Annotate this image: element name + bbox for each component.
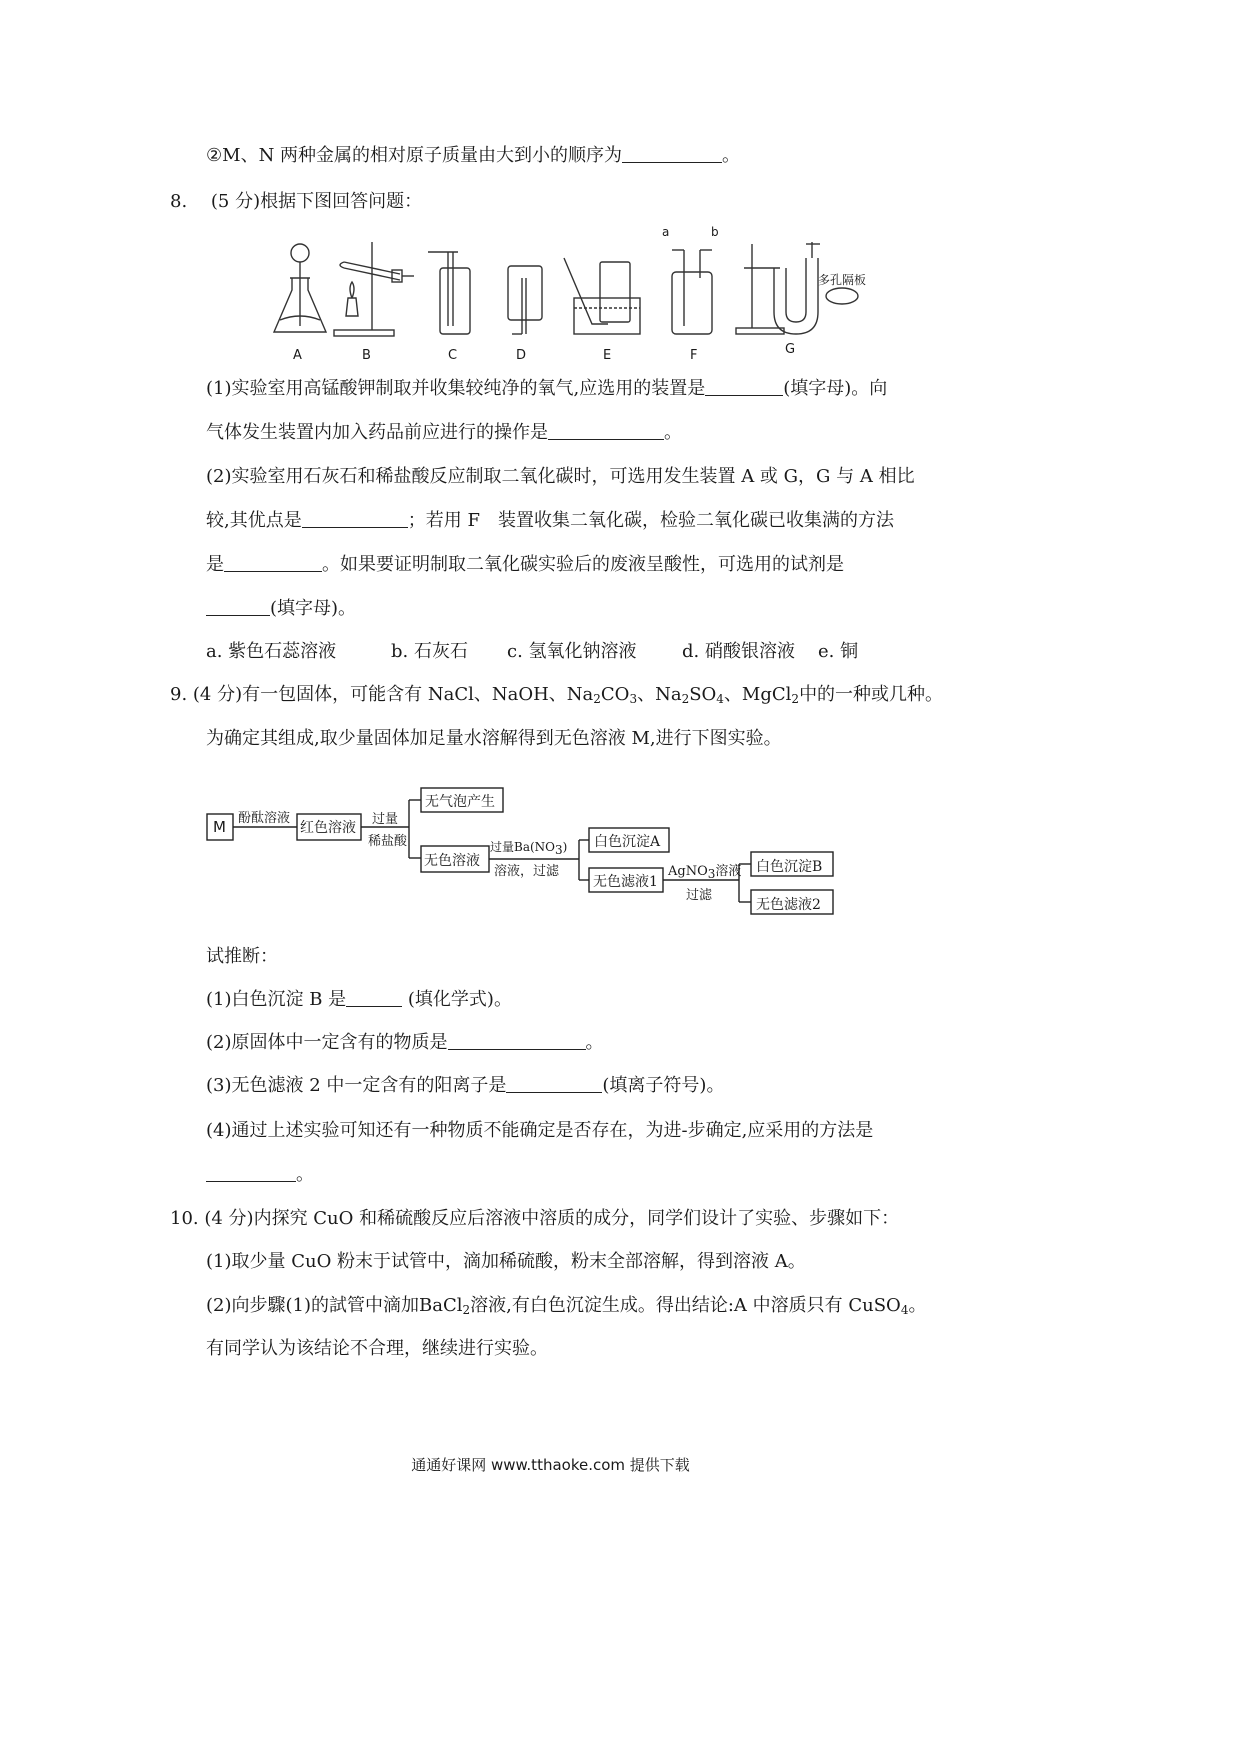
q8-part2-line1: (2)实验室用石灰石和稀盐酸反应制取二氧化碳时，可选用发生装置 A 或 G，G 与 A 相比 [206,466,915,487]
label-b: B [362,348,371,363]
label-g: G [785,342,796,357]
option-d: d. 硝酸银溶液 [682,641,795,662]
page-footer: 通通好课网 www.tthaoke.com 提供下载 [411,1456,690,1474]
q9-item4: (4)通过上述实验可知还有一种物质不能确定是否存在，为进-步确定,应采用的方法是 [206,1120,874,1141]
flow-step3-mid: 溶液，过滤 [494,864,560,879]
apparatus-d [508,266,542,334]
answer-blank[interactable] [548,421,664,440]
label-e: E [603,348,612,363]
option-a: a. 紫色石蕊溶液 [206,641,337,662]
q8-header: 8. (5 分)根据下图回答问题： [170,191,423,212]
answer-blank[interactable] [705,377,783,396]
q8-part2-line4: (填字母)。 [206,597,356,621]
flow-step2-top: 过量 [372,812,399,827]
q9-item1: (1)白色沉淀 B 是 (填化学式)。 [206,989,512,1010]
porous-plate-label: 多孔隔板 [818,273,867,287]
flow-m: M [213,818,226,836]
q10-step1: (1)取少量 CuO 粉末于试管中，滴加稀硫酸，粉末全部溶解，得到溶液 A。 [206,1251,806,1272]
option-e: e. 铜 [818,641,859,662]
q8-part2-line2: 较,其优点是 ；若用 F 装置收集二氧化碳，检验二氧化碳已收集满的方法 [206,510,894,531]
q9-item2: (2)原固体中一定含有的物质是 。 [206,1032,604,1053]
label-f: F [690,348,698,363]
apparatus-e [564,258,640,334]
flow-white-a: 白色沉淀A [594,834,661,850]
label-d: D [516,348,527,363]
q8-part2-line3: 是 。如果要证明制取二氧化碳实验后的废液呈酸性，可选用的试剂是 [206,554,844,575]
q8-part1-line2: 气体发生装置内加入药品前应进行的操作是 。 [206,422,682,443]
q9-header: 9. (4 分)有一包固体，可能含有 NaCl、NaOH、$Na_2CO_3$、$Na_2SO_4$、MgCl$_2$中的一种或几种。 [170,684,944,706]
q9-item3: (3)无色滤液 2 中一定含有的阳离子是 (填离子符号)。 [206,1075,725,1096]
apparatus-b [334,242,414,336]
flow-red: 红色溶液 [300,820,356,836]
answer-blank[interactable] [448,1031,586,1050]
q10-step2: (2)向步驟(1)的試管中滴加BaCl$_2$溶液,有白色沉淀生成。得出结论:A 中溶质只有 CuSO$_4$。 [206,1295,927,1317]
label-a: A [293,348,302,363]
q10-step3: 有同学认为该结论不合理，继续进行实验。 [206,1338,548,1359]
apparatus-figure [268,238,873,363]
q8-options [206,640,858,664]
answer-blank[interactable] [206,1163,296,1182]
flow-white-b: 白色沉淀B [756,859,823,875]
label-c: C [448,348,458,363]
flow-colorless: 无色溶液 [424,853,480,869]
option-b: b. 石灰石 [391,641,468,662]
q9-item4-blank: 。 [206,1163,314,1187]
flow-filtrate-1: 无色滤液1 [593,874,658,890]
answer-blank[interactable] [224,553,322,572]
q7-item2: ②M、N 两种金属的相对原子质量由大到小的顺序为 。 [206,145,741,166]
answer-blank[interactable] [506,1074,602,1093]
port-label-b: b [711,225,719,239]
flow-no-gas: 无气泡产生 [425,794,495,810]
flow-step4-bottom: 过滤 [686,888,713,903]
answer-blank[interactable] [206,597,270,616]
q9-infer: 试推断： [206,946,278,967]
answer-blank[interactable] [302,509,408,528]
port-label-a: a [662,225,670,239]
answer-blank[interactable] [622,144,722,163]
apparatus-a [274,244,326,332]
answer-blank[interactable] [346,988,402,1007]
apparatus-c [428,252,470,334]
q10-header: 10. (4 分)内探究 CuO 和稀硫酸反应后溶液中溶质的成分，同学们设计了实验、步骤如下： [170,1208,900,1229]
flow-step1: 酚酞溶液 [238,811,291,826]
option-c: c. 氢氧化钠溶液 [507,641,637,662]
flow-filtrate-2: 无色滤液2 [756,897,821,913]
flow-step2-bottom: 稀盐酸 [368,834,408,849]
flow-step3-top: 过量$Ba(NO_3)$ [490,840,568,857]
flow-step4-top: AgNO$_3$溶液 [668,864,742,881]
q8-part1-line1: (1)实验室用高锰酸钾制取并收集较纯净的氧气,应选用的装置是 (填字母)。向 [206,378,888,399]
q9-intro: 为确定其组成,取少量固体加足量水溶解得到无色溶液 M,进行下图实验。 [206,728,782,749]
apparatus-f [672,250,712,334]
